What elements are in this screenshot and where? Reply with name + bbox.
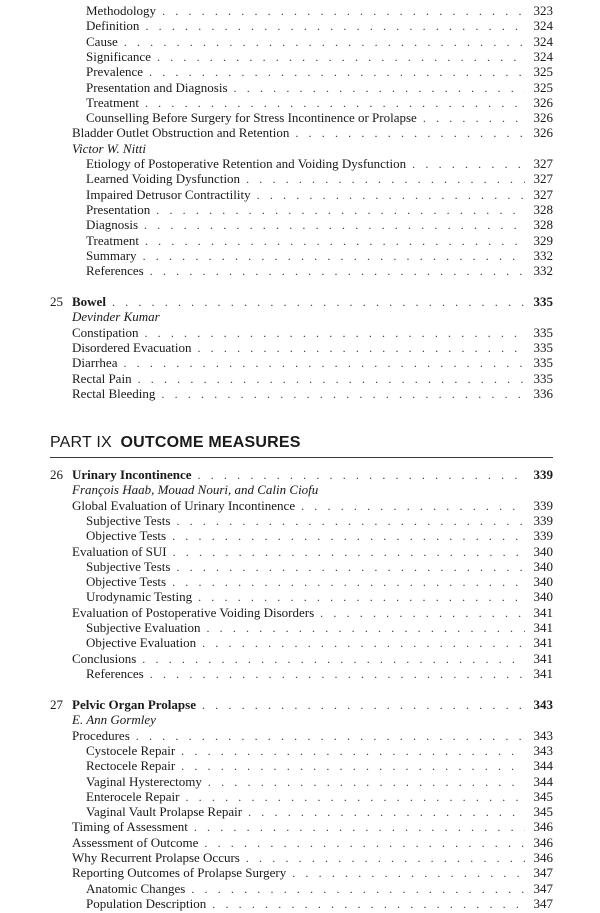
dot-leader [246,171,525,187]
toc-entry[interactable] [86,881,553,897]
dot-leader [123,355,525,371]
toc-entry-title: Treatment [86,232,139,248]
toc-page-number: 339 [533,497,553,513]
toc-entry[interactable] [86,217,553,233]
toc-entry[interactable] [86,666,553,682]
dot-leader [202,697,525,713]
dot-leader [320,605,525,621]
dot-leader [423,110,525,126]
toc-entry[interactable] [86,95,553,111]
toc-page-number: 346 [533,850,553,865]
toc-entry-title: Evaluation of SUI [72,543,167,559]
toc-page-number: 341 [533,635,553,651]
toc-entry[interactable] [72,605,553,621]
toc-entry-title: Counselling Before Surgery for Stress Incontinence or Prolapse [86,110,417,126]
toc-chapter-entry[interactable] [72,294,553,310]
toc-page-number: 347 [533,865,553,881]
toc-entry-title: Bladder Outlet Obstruction and Retention [72,125,290,141]
toc-entry-title: Conclusions [72,650,137,666]
toc-page-number: 340 [533,558,553,574]
toc-entry[interactable] [86,263,553,279]
dot-leader [156,202,525,218]
toc-entry-title: Objective Tests [86,528,167,544]
dot-leader [157,49,525,65]
toc-page-number: 327 [533,156,553,171]
toc-entry-title: Global Evaluation of Urinary Incontinence [72,497,296,513]
chapter-number: 26 [50,467,63,482]
chapter-author: François Haab, Mouad Nouri, and Calin Ciofu [72,482,319,498]
dot-leader [176,513,525,529]
toc-entry-title: Reporting Outcomes of Prolapse Surgery [72,865,287,881]
toc-entry[interactable] [86,3,553,19]
toc-page-number: 344 [533,758,553,774]
toc-entry-title: Etiology of Postoperative Retention and Voiding Dysfunction [86,156,407,171]
dot-leader [176,559,525,575]
toc-entry-title: Vaginal Vault Prolapse Repair [86,804,243,820]
dot-leader [145,18,525,34]
toc-entry[interactable] [86,589,553,605]
dot-leader [145,95,525,111]
toc-entry[interactable] [72,325,553,341]
toc-entry-title: Anatomic Changes [86,880,186,896]
dot-leader [204,835,525,851]
dot-leader [124,34,525,50]
dot-leader [412,156,525,172]
toc-page-number: 340 [533,589,553,605]
toc-entry[interactable] [72,386,553,402]
toc-entry[interactable] [86,156,553,172]
toc-entry[interactable] [72,125,553,141]
toc-entry[interactable] [86,171,553,187]
toc-page-number: 323 [533,3,553,18]
toc-page-number: 336 [533,385,553,401]
toc-entry[interactable] [86,789,553,805]
toc-page-number: 340 [533,543,553,559]
toc-entry-title: Disordered Evacuation [72,339,192,355]
toc-entry[interactable] [86,620,553,636]
toc-entry[interactable] [72,835,553,851]
toc-entry-title: Rectal Pain [72,370,132,386]
dot-leader [181,743,525,759]
dot-leader [150,263,525,279]
toc-page-number: 347 [533,880,553,896]
toc-entry-title: Prevalence [86,64,144,80]
part-heading [50,432,301,454]
toc-entry-title: Constipation [72,324,139,340]
toc-entry-title: Methodology [86,3,157,18]
dot-leader [212,896,525,912]
dot-leader [149,64,525,80]
toc-page-number: 326 [533,125,553,141]
toc-entry[interactable] [86,248,553,264]
toc-page-number: 344 [533,773,553,789]
toc-entry-title: Presentation and Diagnosis [86,79,228,95]
toc-page-number: 343 [533,697,553,712]
toc-page-number: 339 [533,467,553,482]
toc-entry[interactable] [72,651,553,667]
toc-page-number: 328 [533,201,553,217]
toc-entry[interactable] [86,513,553,529]
toc-entry-title: Presentation [86,201,151,217]
toc-page-number: 326 [533,94,553,110]
toc-entry-title: Assessment of Outcome [72,834,199,850]
dot-leader [162,3,525,19]
chapter-author: E. Ann Gormley [72,712,156,728]
toc-entry-title: References [86,665,144,681]
toc-page-number: 327 [533,171,553,187]
toc-entry-title: Bowel [72,294,106,309]
toc-page-number: 341 [533,604,553,620]
toc-page-number: 325 [533,79,553,95]
toc-entry-title: Rectocele Repair [86,758,176,774]
toc-page-number: 324 [533,48,553,64]
toc-entry-title: Impaired Detrusor Contractility [86,186,251,202]
chapter-number: 25 [50,294,63,309]
dot-leader [145,233,525,249]
dot-leader [191,881,525,897]
toc-entry[interactable] [86,187,553,203]
toc-entry[interactable] [86,774,553,790]
toc-page-number: 329 [533,232,553,248]
toc-entry-title: Rectal Bleeding [72,385,156,401]
toc-page-number: 326 [533,110,553,126]
dot-leader [144,217,525,233]
toc-entry[interactable] [86,758,553,774]
toc-page-number: 335 [533,339,553,355]
toc-chapter-entry[interactable] [72,697,553,713]
toc-entry[interactable] [86,804,553,820]
dot-leader [198,589,525,605]
dot-leader [257,187,525,203]
toc-page-number: 339 [533,512,553,528]
dot-leader [172,574,525,590]
toc-page-number: 324 [533,18,553,34]
dot-leader [150,666,525,682]
toc-entry-title: Summary [86,247,137,263]
toc-page-number: 347 [533,895,553,911]
toc-entry-title: Procedures [72,727,130,743]
toc-chapter-entry[interactable] [72,467,553,483]
part-title: OUTCOME MEASURES [120,434,301,451]
dot-leader [181,758,525,774]
toc-page-number: 324 [533,33,553,49]
toc-page-number: 346 [533,834,553,850]
toc-entry-title: Diagnosis [86,217,138,233]
dot-leader [197,340,525,356]
dot-leader [142,651,525,667]
toc-page-number: 339 [533,528,553,544]
toc-entry[interactable] [72,544,553,560]
toc-page-number: 340 [533,574,553,590]
toc-entry[interactable] [72,355,553,371]
toc-page-number: 343 [533,742,553,758]
chapter-number: 27 [50,697,63,712]
toc-entry[interactable] [86,635,553,651]
toc-entry-title: Pelvic Organ Prolapse [72,697,196,712]
toc-entry-title: Evaluation of Postoperative Voiding Disorders [72,604,315,620]
dot-leader [143,248,525,264]
dot-leader [144,325,525,341]
toc-entry[interactable] [72,371,553,387]
toc-entry-title: Subjective Evaluation [86,620,201,635]
toc-page-number: 325 [533,64,553,80]
dot-leader [112,294,525,310]
toc-entry-title: References [86,263,144,279]
toc-entry[interactable] [86,80,553,96]
toc-page-number: 341 [533,650,553,666]
toc-entry[interactable] [86,743,553,759]
toc-entry-title: Treatment [86,94,139,110]
toc-page-number: 328 [533,217,553,233]
toc-entry[interactable] [72,728,553,744]
toc-page-number: 346 [533,819,553,835]
toc-entry[interactable] [86,202,553,218]
chapter-author: Devinder Kumar [72,309,160,325]
dot-leader [248,804,525,820]
toc-page-number: 327 [533,186,553,202]
dot-leader [194,819,525,835]
toc-entry-title: Subjective Tests [86,512,171,528]
part-label: PART IX [50,434,112,451]
toc-entry[interactable] [86,528,553,544]
toc-entry-title: Urinary Incontinence [72,467,192,482]
toc-entry[interactable] [72,819,553,835]
toc-entry-title: Diarrhea [72,355,118,371]
toc-page-number: 341 [533,665,553,681]
toc-page-number: 332 [533,263,553,279]
dot-leader [136,728,525,744]
toc-page-number: 343 [533,727,553,743]
dot-leader [208,774,525,790]
toc-page-number: 335 [533,355,553,371]
toc-page-number: 345 [533,788,553,804]
toc-entry-title: Enterocele Repair [86,788,180,804]
toc-entry-title: Objective Tests [86,574,167,590]
dot-leader [173,544,525,560]
dot-leader [172,528,525,544]
toc-page-number: 335 [533,370,553,386]
toc-entry-title: Subjective Tests [86,558,171,574]
toc-entry[interactable] [86,64,553,80]
toc-entry-title: Cause [86,33,118,49]
dot-leader [292,865,525,881]
toc-entry[interactable] [72,865,553,881]
dot-leader [202,635,525,651]
dot-leader [301,498,525,514]
toc-entry[interactable] [86,233,553,249]
toc-entry-title: Cystocele Repair [86,742,176,758]
toc-entry-title: Objective Evaluation [86,635,197,651]
toc-entry-title: Significance [86,48,151,64]
toc-entry-title: Learned Voiding Dysfunction [86,171,241,187]
chapter-author: Victor W. Nitti [72,140,147,156]
toc-entry[interactable] [86,896,553,912]
toc-page-number: 335 [533,324,553,340]
dot-leader [234,80,525,96]
toc-entry-title: Population Description [86,895,207,911]
dot-leader [138,371,525,387]
dot-leader [295,125,525,141]
toc-entry[interactable] [86,559,553,575]
toc-page-number: 335 [533,294,553,309]
toc-page-number: 332 [533,247,553,263]
toc-page-number: 345 [533,804,553,820]
toc-entry[interactable] [86,574,553,590]
dot-leader [198,467,525,483]
toc-page-number: 341 [533,620,553,635]
toc-entry[interactable] [86,49,553,65]
toc-entry-title: Timing of Assessment [72,819,188,835]
dot-leader [185,789,525,805]
toc-entry-title: Why Recurrent Prolapse Occurs [72,850,240,865]
toc-entry[interactable] [86,34,553,50]
toc-entry[interactable] [72,340,553,356]
dot-leader [206,620,525,636]
toc-entry-title: Urodynamic Testing [86,589,193,605]
toc-entry[interactable] [86,18,553,34]
toc-entry-title: Definition [86,18,140,34]
toc-entry[interactable] [72,498,553,514]
dot-leader [161,386,525,402]
toc-entry-title: Vaginal Hysterectomy [86,773,202,789]
dot-leader [246,850,525,866]
toc-entry[interactable] [86,110,553,126]
toc-entry[interactable] [72,850,553,866]
part-divider [50,457,553,458]
